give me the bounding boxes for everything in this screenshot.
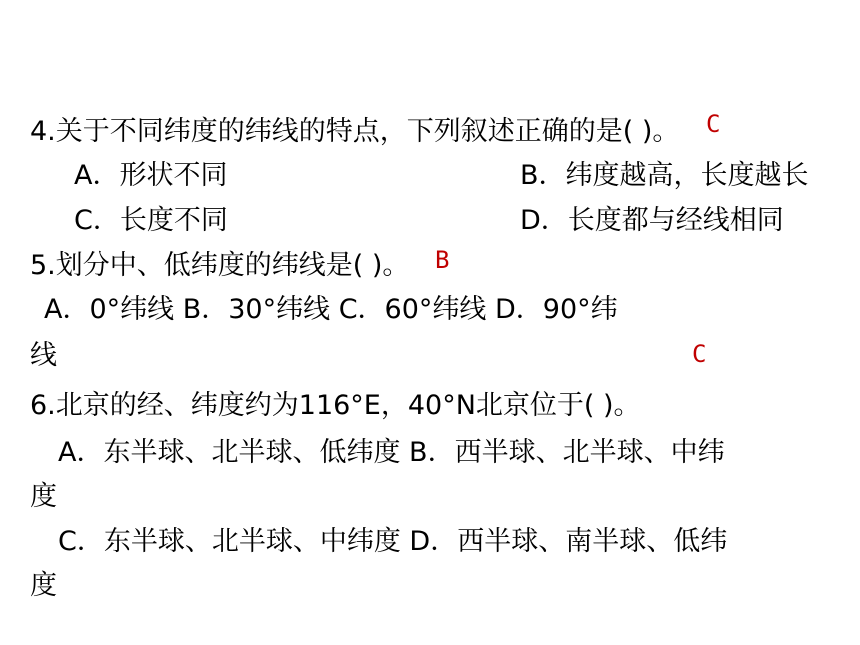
q4-option-c: C．长度不同 [74,205,228,236]
q4-option-a: A．形状不同 [74,160,228,191]
question-6-stem: 6.北京的经、纬度约为116°E，40°N北京位于( )。 [30,390,641,421]
q5-options: A．0°纬线 B．30°纬线 C．60°纬线 D．90°纬 [44,294,618,325]
q4-option-b: B．纬度越高，长度越长 [520,160,809,191]
question-4-stem: 4.关于不同纬度的纬线的特点，下列叙述正确的是( )。 [30,116,680,147]
q6-options-2-wrap: 度 [30,570,57,601]
q6-options-2: C．东半球、北半球、中纬度 D．西半球、南半球、低纬 [58,526,728,557]
q6-options-1: A．东半球、北半球、低纬度 B．西半球、北半球、中纬 [58,437,725,468]
q4-option-d: D．长度都与经线相同 [520,205,784,236]
question-4-answer: C [706,110,721,138]
q5-options-wrap: 线 [30,340,57,371]
question-5-stem: 5.划分中、低纬度的纬线是( )。 [30,250,410,281]
question-5-answer: B [435,246,450,274]
question-6-answer: C [692,340,707,368]
q6-options-1-wrap: 度 [30,481,57,512]
